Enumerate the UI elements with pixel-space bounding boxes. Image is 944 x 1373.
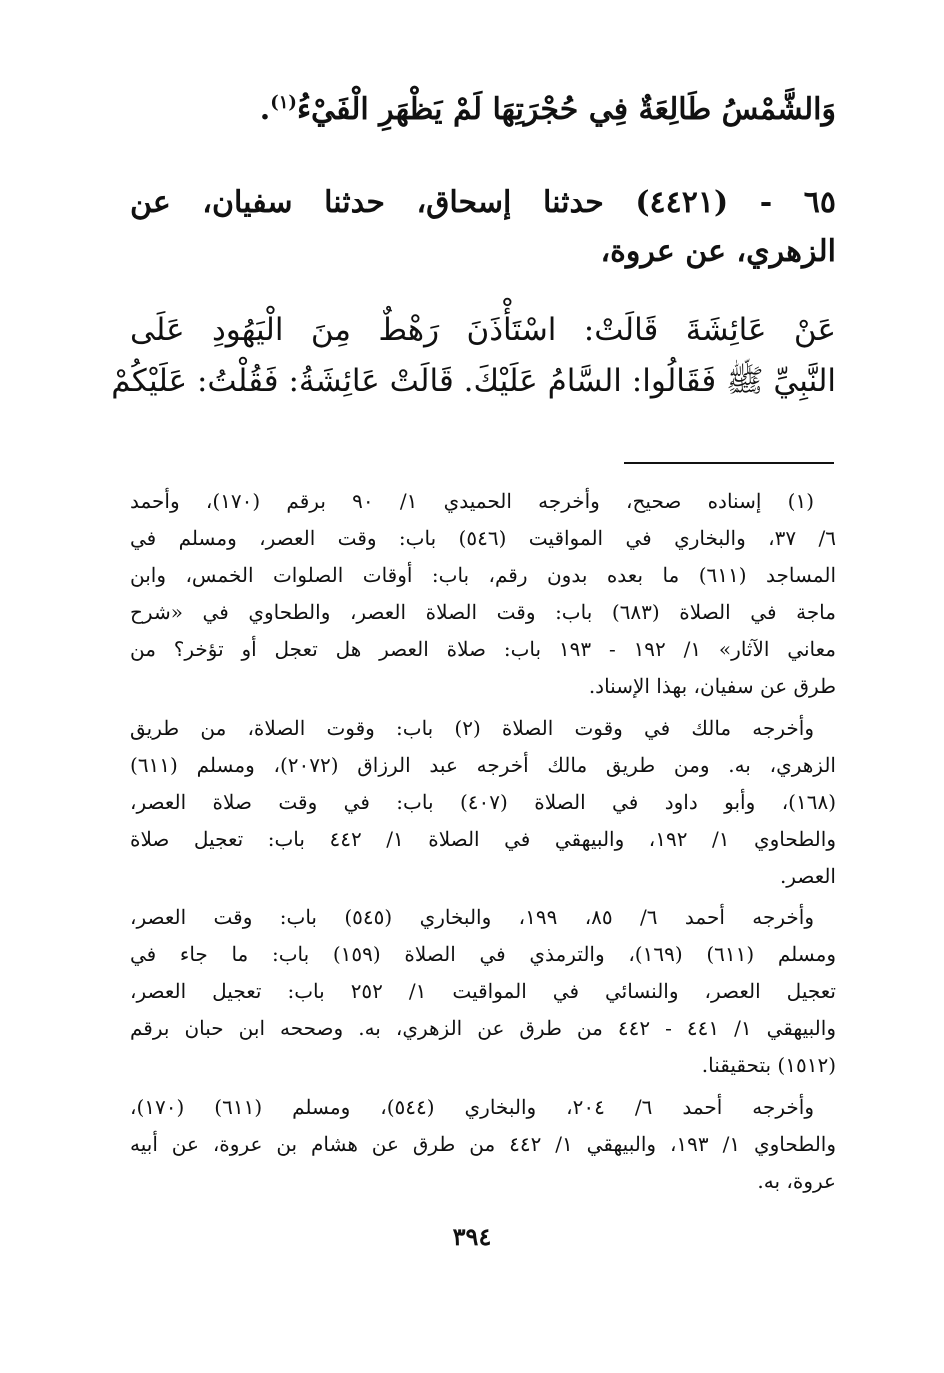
hadith-line-1: عَنْ عَائِشَةَ قَالَتْ: اسْتَأْذَنَ رَهْطٌ مِنَ الْيَهُودِ عَلَى (130, 312, 836, 348)
footnote-line: عروة، به. (757, 1169, 836, 1193)
footnote-line: ماجة في الصلاة (٦٨٣) باب: وقت الصلاة العصر، والطحاوي في «شرح (130, 600, 836, 624)
footnote-line: وأخرجه أحمد ٦/ ٨٥، ١٩٩، والبخاري (٥٤٥) باب: وقت العصر، (130, 905, 814, 929)
opening-end: . (259, 92, 271, 127)
footnote-line: معاني الآثار» ١/ ١٩٢ - ١٩٣ باب: صلاة العصر هل تعجل أو تؤخر؟ من (130, 637, 836, 661)
footnote-line: والبيهقي ١/ ٤٤١ - ٤٤٢ من طرق عن الزهري، به. وصححه ابن حبان برقم (130, 1016, 836, 1040)
opening-line (130, 92, 836, 127)
footnote-line: والطحاوي ١/ ١٩٣، والبيهقي ١/ ٤٤٢ من طرق عن هشام بن عروة، عن أبيه (130, 1132, 837, 1156)
footnote-line: العصر. (779, 864, 836, 888)
isnad-line-2: الزهري، عن عروة، (600, 234, 836, 269)
footnote-line: وأخرجه مالك في وقوت الصلاة (٢) باب: وقوت الصلاة، من طريق (130, 716, 814, 740)
opening-text: وَالشَّمْسُ طَالِعَةٌ فِي حُجْرَتِهَا لَمْ يَظْهَرِ الْفَيْءُ (296, 92, 836, 127)
footnote-line: وأخرجه أحمد ٦/ ٢٠٤، والبخاري (٥٤٤)، ومسلم (٦١١) (١٧٠)، (130, 1095, 814, 1119)
footnote-line: المساجد (٦١١) ما بعده بدون رقم، باب: أوقات الصلوات الخمس، وابن (130, 563, 837, 587)
footnote-line: ٦/ ٣٧، والبخاري في المواقيت (٥٤٦) باب: وقت العصر، ومسلم في (130, 526, 836, 550)
footnote-line: ومسلم (٦١١) (١٦٩)، والترمذي في الصلاة (١٥٩) باب: ما جاء في (130, 942, 836, 966)
footnote-line: والطحاوي ١/ ١٩٢، والبيهقي في الصلاة ١/ ٤٤٢ باب: تعجيل صلاة (130, 827, 836, 851)
footnote-line: (١٥١٢) بتحقيقنا. (701, 1053, 836, 1077)
footnote-line: طرق عن سفيان، بهذا الإسناد. (588, 674, 836, 698)
page-number: ٣٩٤ (452, 1222, 492, 1251)
footnote-line: (١) إسناده صحيح، وأخرجه الحميدي ١/ ٩٠ برقم (١٧٠)، وأحمد (130, 489, 814, 513)
hadith-line-2: النَّبِيِّ ﷺ فَقَالُوا: السَّامُ عَلَيْكَ. قَالَتْ عَائِشَةُ: فَقُلْتُ: عَلَيْكُمْ (111, 363, 836, 399)
footnote-line: تعجيل العصر، والنسائي في المواقيت ١/ ٢٥٢ باب: تعجيل العصر، (130, 979, 836, 1003)
footnote-ref[interactable]: (١) (270, 92, 297, 113)
isnad-line-1: ٦٥ - (٤٤٢١) حدثنا إسحاق، حدثنا سفيان، عن (130, 185, 836, 220)
footnote-line: (١٦٨)، وأبو داود في الصلاة (٤٠٧) باب: في وقت صلاة العصر، (130, 790, 836, 814)
footnote-line: الزهري، به. ومن طريق مالك أخرجه عبد الرزاق (٢٠٧٢)، ومسلم (٦١١) (130, 753, 836, 777)
footnote-separator (624, 462, 834, 464)
